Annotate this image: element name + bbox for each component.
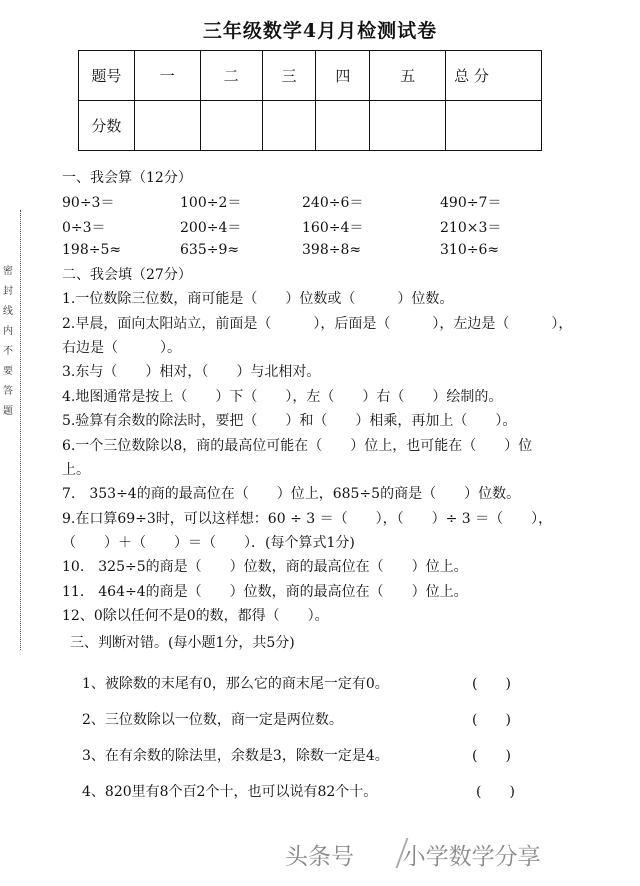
- fill-question: 1.一位数除三位数，商可能是（ ）位数或（ ）位数。: [62, 291, 454, 307]
- score-header-cell: 一: [134, 51, 200, 101]
- section2-heading: 二、我会填（27分）: [62, 267, 192, 283]
- calc-item: 0÷3＝: [62, 220, 106, 236]
- fill-question: 6.一个三位数除以8，商的最高位可能在（ ）位上，也可能在（ ）位: [62, 438, 533, 454]
- score-entry-cell[interactable]: [370, 101, 446, 151]
- section1-heading: 一、我会算（12分）: [62, 170, 192, 186]
- judge-answer-blank[interactable]: ( ): [472, 676, 511, 692]
- score-table-header-row: [79, 51, 542, 101]
- watermark: [285, 838, 541, 871]
- judge-answer-blank[interactable]: ( ): [472, 712, 511, 728]
- score-entry-cell[interactable]: [262, 101, 316, 151]
- calc-item: 100÷2＝: [180, 195, 242, 211]
- score-header-cell: 四: [316, 51, 370, 101]
- judge-question: 4、820里有8个百2个十，也可以说有82个十。: [82, 784, 378, 800]
- calc-item: 398÷8≈: [302, 242, 362, 258]
- score-header-cell: 三: [262, 51, 316, 101]
- watermark-left: 头条号: [285, 844, 354, 870]
- fill-question: 上。: [62, 462, 90, 478]
- score-row-label: 分数: [79, 101, 135, 151]
- judge-question: 2、三位数除以一位数，商一定是两位数。: [82, 712, 343, 728]
- seal-dotted-line: [20, 210, 21, 650]
- score-entry-cell[interactable]: [446, 101, 542, 151]
- calc-item: 198÷5≈: [62, 242, 122, 258]
- score-table: [78, 50, 542, 151]
- calc-item: 200÷4＝: [180, 220, 242, 236]
- fill-question: 10. 325÷5的商是（ ）位数，商的最高位在（ ）位上。: [62, 559, 468, 575]
- judge-answer-blank[interactable]: ( ): [472, 748, 511, 764]
- score-header-cell: 题号: [79, 51, 135, 101]
- score-header-cell: 二: [200, 51, 262, 101]
- calc-item: 160÷4＝: [302, 220, 364, 236]
- calc-item: 240÷6＝: [302, 195, 364, 211]
- judge-answer-blank[interactable]: ( ): [476, 784, 515, 800]
- section3-heading: 三、判断对错。(每小题1分，共5分): [70, 635, 295, 651]
- fill-question: 11. 464÷4的商是（ ）位数，商的最高位在（ ）位上。: [62, 584, 468, 600]
- fill-question: 12、0除以任何不是0的数，都得（ ）。: [62, 608, 329, 624]
- score-entry-cell[interactable]: [134, 101, 200, 151]
- judge-question: 3、在有余数的除法里，余数是3，除数一定是4。: [82, 748, 389, 764]
- score-header-cell: 总 分: [446, 51, 542, 101]
- fill-question: 5.验算有余数的除法时，要把（ ）和（ ）相乘，再加上（ ）。: [62, 413, 517, 429]
- score-entry-cell[interactable]: [316, 101, 370, 151]
- score-header-cell: 五: [370, 51, 446, 101]
- fill-question: 3.东与（ ）相对，（ ）与北相对。: [62, 364, 321, 380]
- score-table-score-row: [79, 101, 542, 151]
- calc-item: 490÷7＝: [440, 195, 502, 211]
- watermark-right: 小学数学分享: [402, 844, 541, 870]
- fill-question: 4.地图通常是按上（ ）下（ ），左（ ）右（ ）绘制的。: [62, 389, 503, 405]
- score-entry-cell[interactable]: [200, 101, 262, 151]
- fill-question: 右边是（ ）。: [62, 340, 181, 356]
- calc-item: 635÷9≈: [180, 242, 240, 258]
- fill-question: 2.早晨，面向太阳站立，前面是（ ），后面是（ ），左边是（ ），: [62, 316, 573, 332]
- judge-question: 1、被除数的末尾有0，那么它的商末尾一定有0。: [82, 676, 389, 692]
- calc-item: 210×3＝: [440, 220, 502, 236]
- calc-item: 90÷3＝: [62, 195, 115, 211]
- page-title: 三年级数学4月月检测试卷: [202, 20, 438, 42]
- calc-item: 310÷6≈: [440, 242, 500, 258]
- seal-line-text: 密封线内不要答题: [3, 266, 13, 417]
- fill-question: 7. 353÷4的商的最高位在（ ）位上，685÷5的商是（ ）位数。: [62, 486, 521, 502]
- fill-question: （ ）＋（ ）＝（ ）．(每个算式1分): [62, 535, 355, 551]
- fill-question: 9.在口算69÷3时，可以这样想：60 ÷ 3 ＝（ ），（ ）÷ 3 ＝（ ），: [62, 511, 553, 527]
